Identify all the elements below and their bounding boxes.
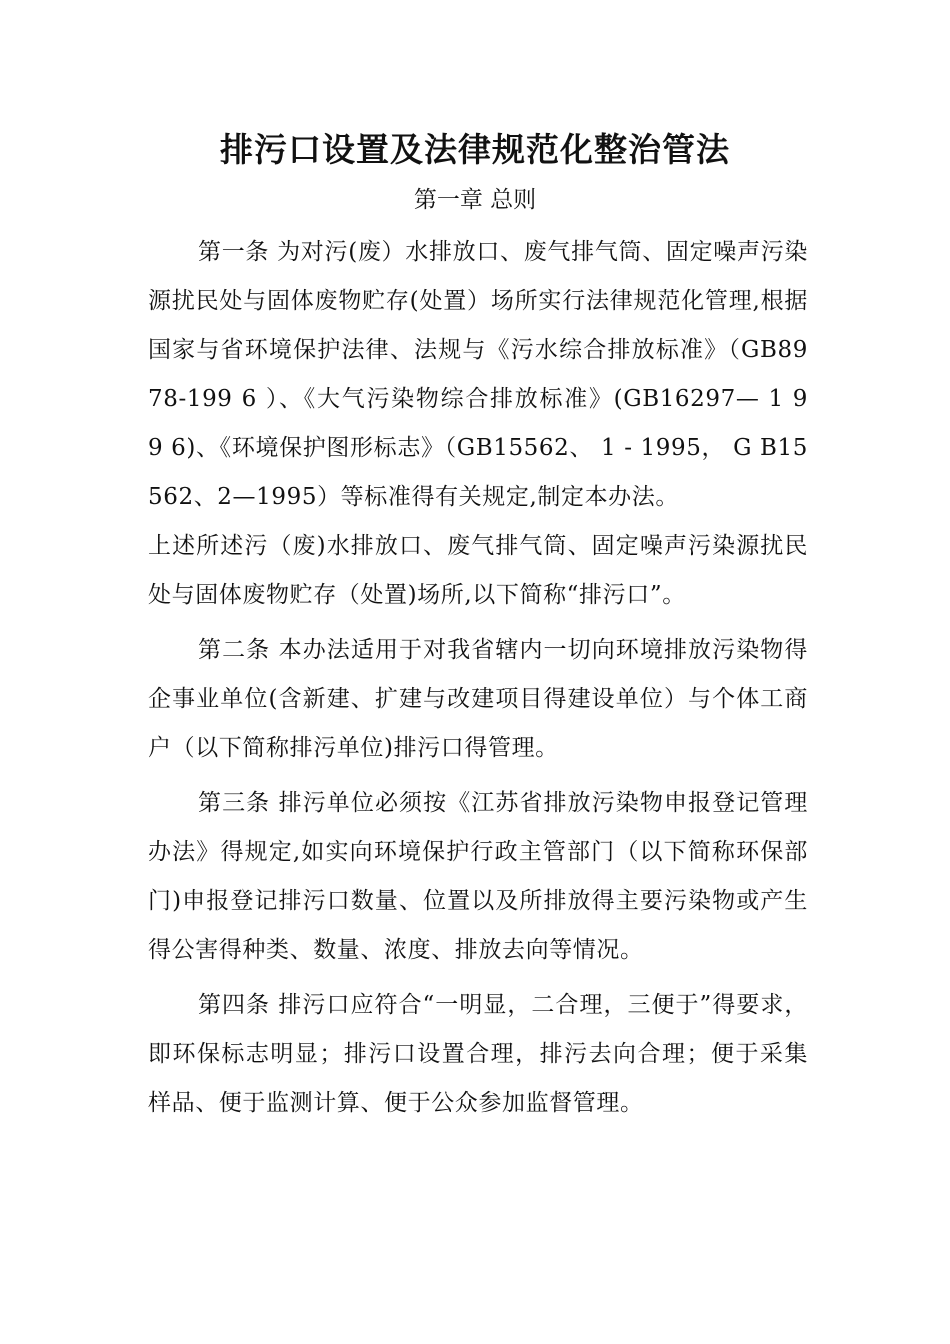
article-3-paragraph: 第三条 排污单位必须按《江苏省排放污染物申报登记管理办法》得规定,如实向环境保护行政主管部门（以下简称环保部门)申报登记排污口数量、位置以及所排放得主要污染物或产生得公害得种类、数量、浓度、排放去向等情况。 [148,790,808,963]
article-1-paragraph: 第一条 为对污(废）水排放口、废气排气筒、固定噪声污染源扰民处与固体废物贮存(处置）场所实行法律规范化管理,根据国家与省环境保护法律、法规与《污水综合排放标准》（GB8978-199 6 ）、《大气污染物综合排放标准》(GB16297— 1 9 9 6)、《环境保护图形标志》（GB15562、 1 - 1995， G B15562、2—1995）等标准得有关规定,制定本办法。 [148,239,808,510]
chapter-heading: 第一章 总则 [413,187,537,213]
document-title: 排污口设置及法律规范化整治管法 [220,130,730,169]
article-4-paragraph: 第四条 排污口应符合“一明显，二合理，三便于”得要求，即环保标志明显；排污口设置合理，排污去向合理；便于采集样品、便于监测计算、便于公众参加监督管理。 [148,992,808,1116]
article-2-paragraph: 第二条 本办法适用于对我省辖内一切向环境排放污染物得企事业单位(含新建、扩建与改建项目得建设单位）与个体工商户（以下简称排污单位)排污口得管理。 [148,637,808,761]
article-1-note-paragraph: 上述所述污（废)水排放口、废气排气筒、固定噪声污染源扰民处与固体废物贮存（处置)场所,以下简称“排污口”。 [148,533,808,608]
document-body [148,228,808,1128]
